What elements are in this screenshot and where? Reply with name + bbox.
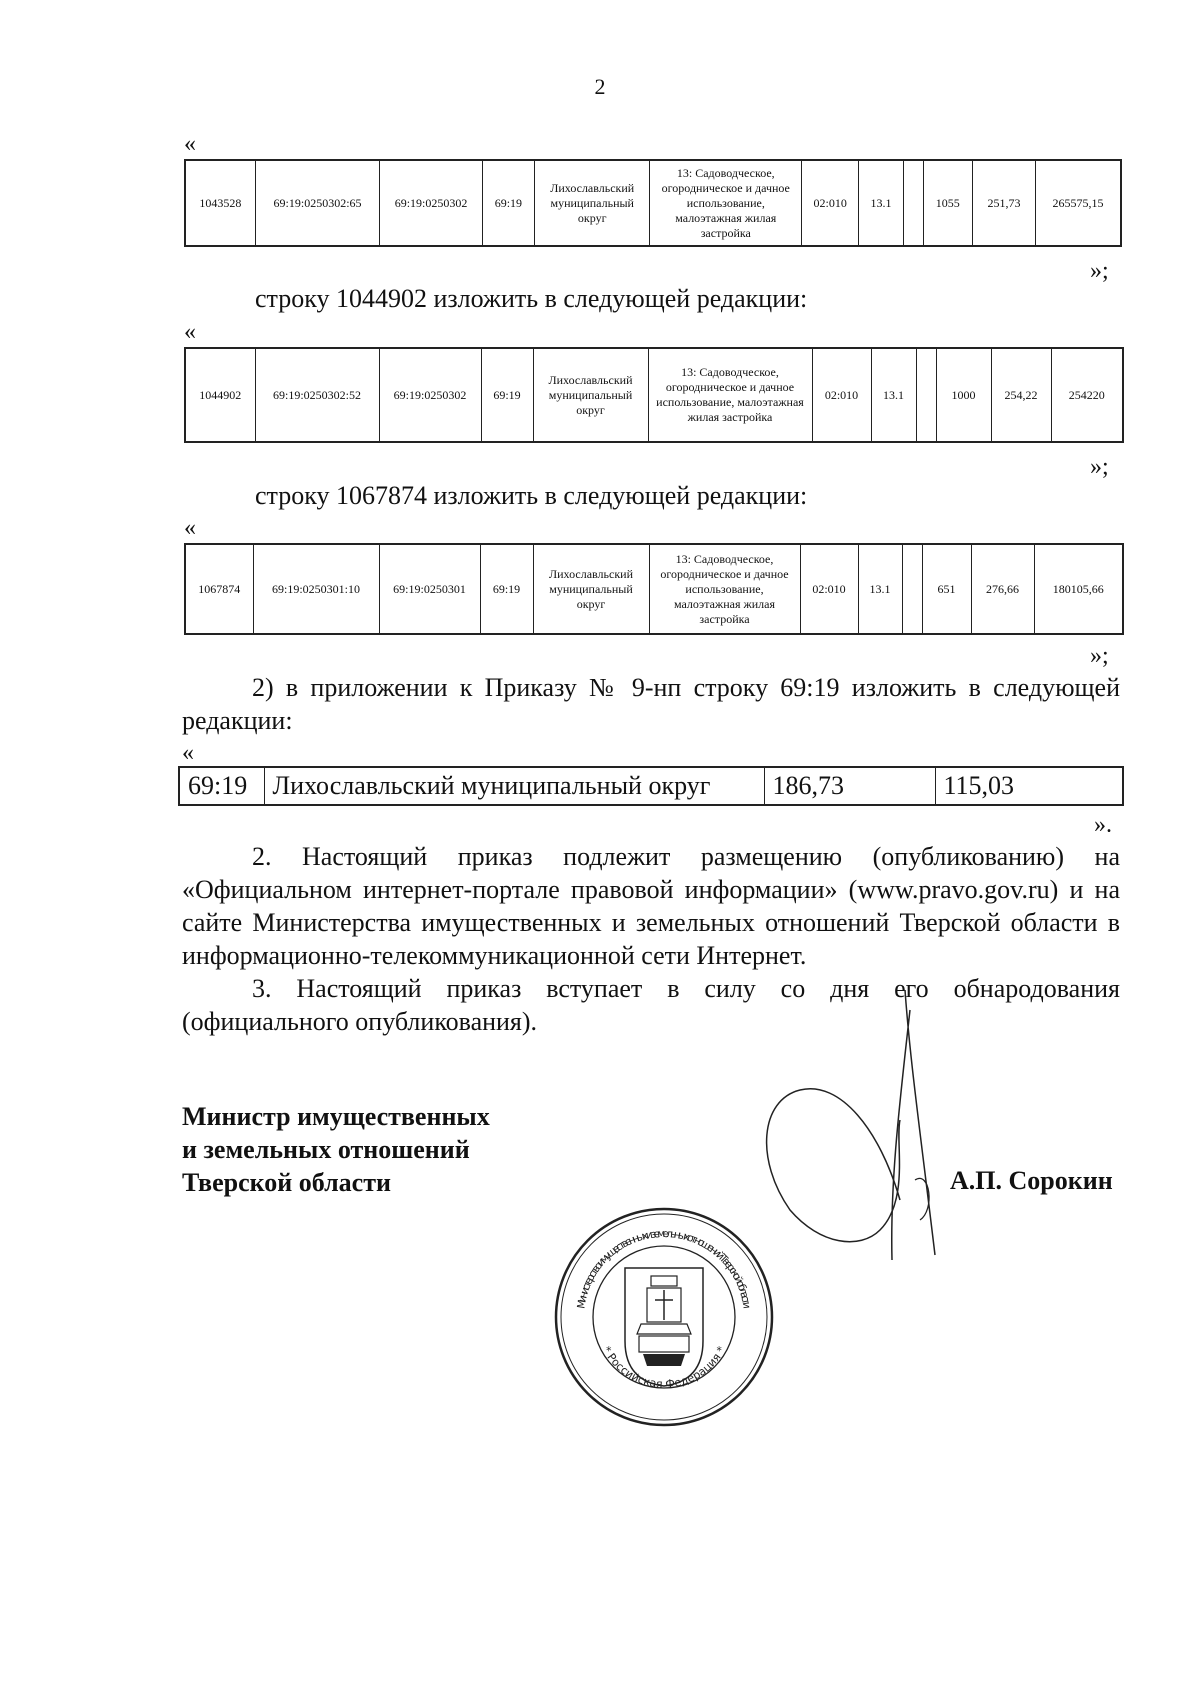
item-2-text: 2) в приложении к Приказу № 9-нп строку 69:19 изложить в следующей редакции: bbox=[182, 673, 1120, 735]
close-quote: ». bbox=[1094, 812, 1112, 838]
table-cell: 180105,66 bbox=[1034, 544, 1123, 634]
table-cell: 115,03 bbox=[935, 767, 1123, 805]
table-cell: Лихославльский муниципальный округ bbox=[533, 544, 649, 634]
signature-title-line: Тверской области bbox=[182, 1168, 391, 1197]
table-cell: 1000 bbox=[936, 348, 991, 442]
paragraph-2-text: 2. Настоящий приказ подлежит размещению (опубликованию) на «Официальном интернет-портале правовой информации» (www.pravo.gov.ru) и на сайте Министерства имущественных и земельных отношений Тверской области в информационно-телекоммуникационной сети Интернет. bbox=[182, 842, 1120, 970]
table-cell: 69:19:0250302 bbox=[380, 160, 482, 246]
open-quote: « bbox=[184, 515, 196, 541]
table-cell: 02:010 bbox=[802, 160, 859, 246]
open-quote: « bbox=[184, 319, 196, 345]
table-cell: 651 bbox=[922, 544, 971, 634]
item-2-paragraph bbox=[182, 671, 1120, 737]
table-cell: 69:19:0250302 bbox=[379, 348, 481, 442]
data-table-1067874 bbox=[184, 543, 1124, 635]
table-cell: 13.1 bbox=[858, 544, 902, 634]
table-cell: Лихославльский муниципальный округ bbox=[264, 767, 764, 805]
table-cell: 13: Садоводческое, огородническое и дачное использование, малоэтажная жилая застройка bbox=[649, 544, 800, 634]
table-cell: 02:010 bbox=[812, 348, 871, 442]
table-row bbox=[185, 160, 1121, 246]
data-table-1044902 bbox=[184, 347, 1124, 443]
table-cell: 254220 bbox=[1051, 348, 1123, 442]
table-row bbox=[185, 544, 1123, 634]
table-cell: 69:19 bbox=[480, 544, 533, 634]
table-cell: 69:19:0250302:65 bbox=[255, 160, 380, 246]
signer-name: А.П. Сорокин bbox=[950, 1166, 1113, 1195]
table-cell: 69:19:0250301 bbox=[379, 544, 480, 634]
table-cell: 69:19 bbox=[179, 767, 264, 805]
signature-title-line: и земельных отношений bbox=[182, 1135, 470, 1164]
table-cell: 254,22 bbox=[991, 348, 1051, 442]
table-cell: 1067874 bbox=[185, 544, 253, 634]
signature-title-line: Министр имущественных bbox=[182, 1102, 490, 1131]
table-cell: 13: Садоводческое, огородническое и дачное использование, малоэтажная жилая застройка bbox=[648, 348, 812, 442]
table-cell: 69:19 bbox=[481, 348, 533, 442]
table-cell bbox=[916, 348, 936, 442]
table-cell: 69:19:0250302:52 bbox=[255, 348, 379, 442]
summary-table bbox=[178, 766, 1124, 806]
table-row bbox=[185, 348, 1123, 442]
table-cell: 1044902 bbox=[185, 348, 255, 442]
table-cell: Лихославльский муниципальный округ bbox=[534, 160, 649, 246]
close-quote: »; bbox=[1090, 643, 1109, 669]
close-quote: »; bbox=[1090, 454, 1109, 480]
open-quote: « bbox=[182, 740, 194, 766]
table-cell: 13.1 bbox=[859, 160, 903, 246]
official-seal-icon bbox=[553, 1206, 775, 1428]
paragraph-3 bbox=[182, 972, 1120, 1038]
seal-bottom-text: * Российская Федерация * bbox=[599, 1344, 729, 1391]
close-quote: »; bbox=[1090, 258, 1109, 284]
intro-line-1044902: строку 1044902 изложить в следующей редакции: bbox=[255, 284, 808, 313]
seal-top-text: Министерство имущественных и земельных отношений Тверской области bbox=[575, 1227, 753, 1310]
data-table-1043528 bbox=[184, 159, 1122, 247]
table-cell: 69:19 bbox=[482, 160, 534, 246]
table-cell: 13: Садоводческое, огородническое и дачное использование, малоэтажная жилая застройка bbox=[650, 160, 802, 246]
paragraph-2 bbox=[182, 840, 1120, 972]
table-cell: 251,73 bbox=[972, 160, 1035, 246]
table-cell: 13.1 bbox=[871, 348, 916, 442]
table-cell: 186,73 bbox=[764, 767, 935, 805]
paragraph-3-text: 3. Настоящий приказ вступает в силу со дня его обнародования (официального опубликования). bbox=[182, 974, 1120, 1036]
handwritten-signature-icon bbox=[760, 980, 960, 1280]
open-quote: « bbox=[184, 131, 196, 157]
table-cell bbox=[903, 160, 923, 246]
signature-title bbox=[182, 1100, 490, 1199]
table-cell: 1055 bbox=[923, 160, 972, 246]
table-cell: 276,66 bbox=[971, 544, 1034, 634]
table-cell: Лихославльский муниципальный округ bbox=[533, 348, 648, 442]
table-cell: 1043528 bbox=[185, 160, 255, 246]
table-cell: 69:19:0250301:10 bbox=[253, 544, 379, 634]
intro-line-1067874: строку 1067874 изложить в следующей редакции: bbox=[255, 481, 808, 510]
page-number: 2 bbox=[594, 74, 606, 99]
table-cell: 02:010 bbox=[800, 544, 858, 634]
table-row bbox=[179, 767, 1123, 805]
table-cell: 265575,15 bbox=[1036, 160, 1121, 246]
table-cell bbox=[902, 544, 922, 634]
